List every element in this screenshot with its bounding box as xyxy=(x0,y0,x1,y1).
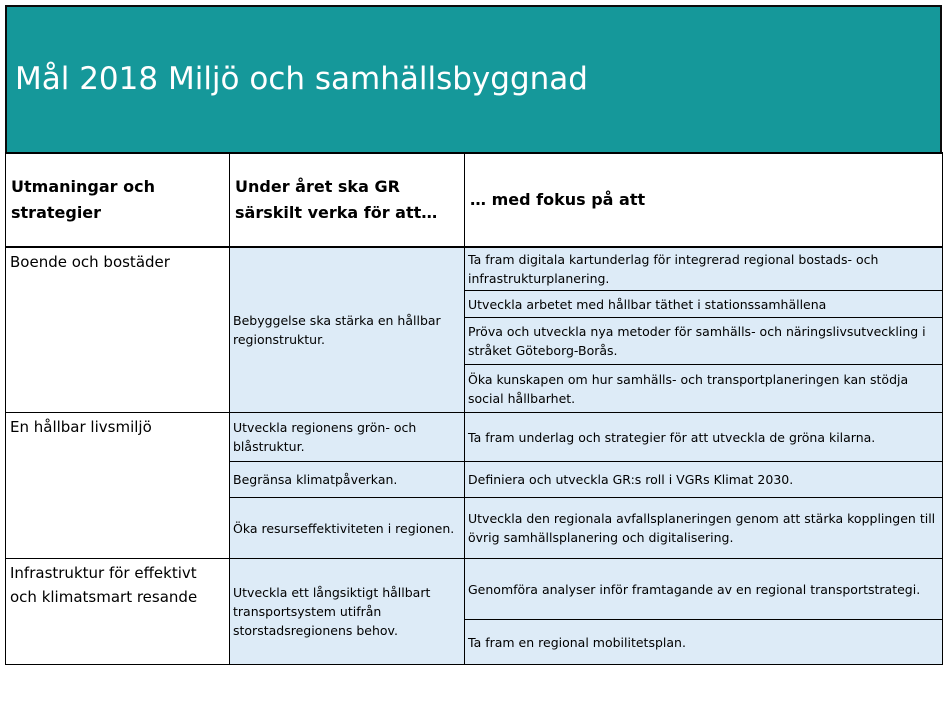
focus-cell: Ta fram en regional mobilitetsplan. xyxy=(465,620,943,665)
goal-cell: Bebyggelse ska stärka en hållbar regionstruktur. xyxy=(230,247,465,413)
focus-cell: Utveckla den regionala avfallsplaneringen genom att stärka kopplingen till övrig samhällsplanering och digitalisering. xyxy=(465,498,943,559)
focus-cell: Ta fram digitala kartunderlag för integrerad regional bostads- och infrastrukturplanering. xyxy=(465,247,943,291)
challenge-cell: Boende och bostäder xyxy=(6,247,230,413)
goal-cell: Utveckla regionens grön- och blåstruktur. xyxy=(230,413,465,462)
focus-cell: Genomföra analyser inför framtagande av en regional transportstrategi. xyxy=(465,559,943,620)
goal-cell: Begränsa klimatpåverkan. xyxy=(230,462,465,498)
header-focus: … med fokus på att xyxy=(465,153,943,247)
goal-cell: Utveckla ett långsiktigt hållbart transportsystem utifrån storstadsregionens behov. xyxy=(230,559,465,665)
focus-cell: Pröva och utveckla nya metoder för samhälls- och näringslivsutveckling i stråket Göteborg-Borås. xyxy=(465,318,943,365)
table-row xyxy=(6,559,943,620)
challenge-cell: En hållbar livsmiljö xyxy=(6,413,230,559)
header-challenges: Utmaningar och strategier xyxy=(6,153,230,247)
page-title: Mål 2018 Miljö och samhällsbyggnad xyxy=(15,61,588,97)
focus-cell: Öka kunskapen om hur samhälls- och transportplaneringen kan stödja social hållbarhet. xyxy=(465,365,943,413)
goal-cell: Öka resurseffektiviteten i regionen. xyxy=(230,498,465,559)
focus-cell: Definiera och utveckla GR:s roll i VGRs Klimat 2030. xyxy=(465,462,943,498)
title-banner xyxy=(5,5,942,152)
goals-table xyxy=(5,152,943,665)
table-header-row xyxy=(6,153,943,247)
table-row xyxy=(6,247,943,291)
header-goals: Under året ska GR särskilt verka för att… xyxy=(230,153,465,247)
focus-cell: Utveckla arbetet med hållbar täthet i stationssamhällena xyxy=(465,291,943,318)
table-row xyxy=(6,413,943,462)
challenge-cell: Infrastruktur för effektivt och klimatsmart resande xyxy=(6,559,230,665)
focus-cell: Ta fram underlag och strategier för att utveckla de gröna kilarna. xyxy=(465,413,943,462)
